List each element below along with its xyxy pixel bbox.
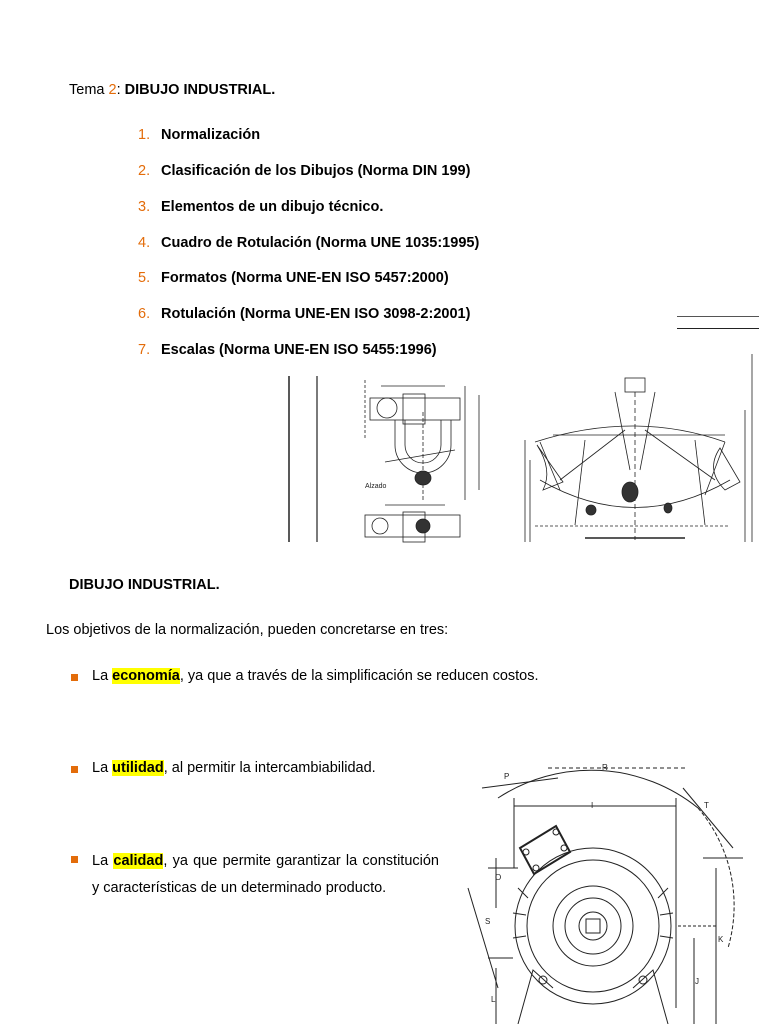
- toc-item: [138, 235, 479, 251]
- page-heading: [69, 82, 275, 98]
- toc-number: 1.: [138, 127, 151, 143]
- item-prefix: La: [92, 760, 113, 776]
- bullet-marker: [71, 674, 78, 681]
- section-title: DIBUJO INDUSTRIAL.: [69, 577, 220, 593]
- margin-rule-bottom: [677, 328, 759, 329]
- toc-text: Elementos de un dibujo técnico.: [161, 199, 384, 215]
- dim-label-l: L: [491, 995, 496, 1004]
- toc-item: [138, 199, 383, 215]
- dim-label-s: S: [485, 917, 491, 926]
- bullet-marker: [71, 856, 78, 863]
- item-text: , ya que permite garantizar la constitución y características de un determinado producto.: [92, 853, 439, 896]
- bullet-marker: [71, 766, 78, 773]
- margin-rule-top: [677, 316, 759, 317]
- heading-title: DIBUJO INDUSTRIAL.: [124, 82, 276, 98]
- dim-label-o: O: [495, 873, 502, 882]
- dim-label-r: R: [602, 763, 608, 772]
- toc-text: Cuadro de Rotulación (Norma UNE 1035:1995): [161, 235, 480, 251]
- list-item: [92, 668, 539, 684]
- heading-colon: :: [116, 82, 125, 98]
- technical-drawing-figure: [285, 350, 760, 545]
- intro-paragraph: Los objetivos de la normalización, pueden concretarse en tres:: [46, 622, 449, 638]
- keyword-highlight: calidad: [113, 853, 164, 869]
- toc-item: [138, 306, 470, 322]
- item-prefix: La: [92, 668, 113, 684]
- item-text: , ya que a través de la simplificación se reducen costos.: [179, 668, 539, 684]
- toc-item: [138, 270, 449, 286]
- drawing-label-alzado: Alzado: [365, 483, 387, 490]
- list-item: [92, 760, 376, 776]
- toc-number: 7.: [138, 342, 151, 358]
- toc-text: Rotulación (Norma UNE-EN ISO 3098-2:2001): [161, 306, 471, 322]
- dim-label-j: J: [695, 977, 699, 986]
- toc-number: 3.: [138, 199, 151, 215]
- dim-label-t: T: [704, 801, 709, 810]
- heading-prefix: Tema: [69, 82, 109, 98]
- dim-label-p: P: [504, 772, 510, 781]
- toc-text: Formatos (Norma UNE-EN ISO 5457:2000): [161, 270, 449, 286]
- dim-label-i: I: [591, 801, 594, 810]
- toc-number: 2.: [138, 163, 151, 179]
- dim-label-k: K: [718, 935, 724, 944]
- toc-number: 5.: [138, 270, 151, 286]
- keyword-highlight: economía: [112, 668, 180, 684]
- heading-number: 2: [108, 82, 117, 98]
- toc-number: 4.: [138, 235, 151, 251]
- toc-text: Normalización: [161, 127, 261, 143]
- toc-item: [138, 163, 470, 179]
- item-prefix: La: [92, 853, 114, 869]
- keyword-highlight: utilidad: [112, 760, 164, 776]
- item-text: , al permitir la intercambiabilidad.: [163, 760, 376, 776]
- toc-item: [138, 127, 260, 143]
- toc-text: Escalas (Norma UNE-EN ISO 5455:1996): [161, 342, 437, 358]
- toc-text: Clasificación de los Dibujos (Norma DIN 199): [161, 163, 471, 179]
- motor-drawing-figure: [458, 748, 758, 1024]
- toc-number: 6.: [138, 306, 151, 322]
- list-item: [92, 848, 439, 902]
